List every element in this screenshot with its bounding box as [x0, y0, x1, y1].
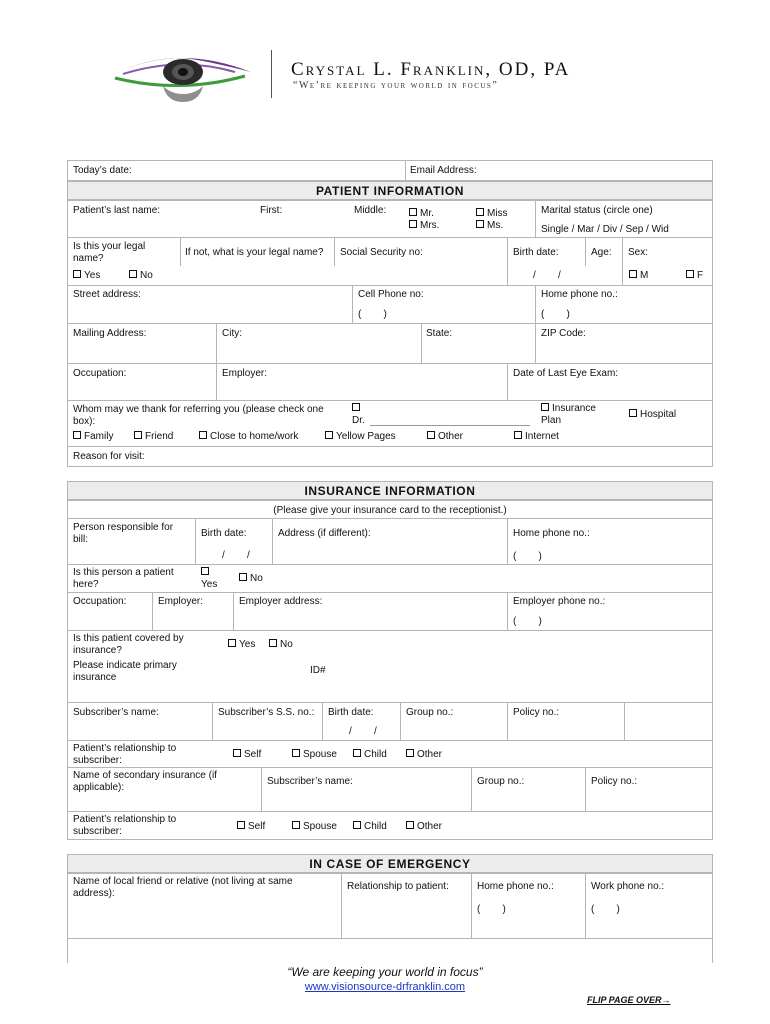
ms-checkbox[interactable]: Ms.	[476, 220, 503, 232]
divider	[272, 518, 273, 564]
secondary-relationship-other-checkbox[interactable]: Other	[406, 821, 442, 833]
secondary-relationship-self-checkbox[interactable]: Self	[237, 821, 265, 833]
referral-dr-label: Dr.	[352, 415, 365, 426]
is-patient-yes-label: Yes	[201, 579, 218, 590]
checkbox-icon	[199, 431, 207, 439]
emergency-title: IN CASE OF EMERGENCY	[67, 854, 713, 873]
footer-slogan: “We are keeping your world in focus”	[287, 965, 483, 979]
divider	[180, 237, 181, 266]
divider	[405, 160, 406, 181]
checkbox-icon	[129, 270, 137, 278]
relationship-spouse-checkbox[interactable]: Spouse	[292, 749, 337, 761]
city-field[interactable]: City:	[222, 328, 242, 339]
divider	[471, 873, 472, 938]
referral-insurance-plan-checkbox[interactable]: Insurance Plan	[541, 403, 596, 426]
divider	[624, 702, 625, 740]
mr-checkbox[interactable]: Mr.	[409, 208, 434, 220]
birth-date-slashes: / /	[533, 270, 561, 281]
divider	[67, 938, 713, 939]
miss-checkbox[interactable]: Miss	[476, 208, 508, 220]
website-link[interactable]: www.visionsource-drfranklin.com	[304, 981, 466, 993]
subscriber-birth-date-slashes: / /	[349, 726, 377, 737]
divider	[67, 767, 713, 768]
sex-m-checkbox[interactable]: M	[629, 270, 648, 282]
sex-f-checkbox[interactable]: F	[686, 270, 703, 282]
referral-question: Whom may we thank for referring you (please check one box):	[73, 404, 324, 427]
divider	[585, 767, 586, 811]
last-name-field[interactable]: Patient’s last name:	[73, 205, 161, 216]
divider	[216, 323, 217, 363]
flip-page-over-label: FLIP PAGE OVER→	[587, 995, 671, 1005]
divider	[507, 592, 508, 630]
divider	[535, 323, 536, 363]
divider	[233, 592, 234, 630]
occupation-field[interactable]: Occupation:	[73, 368, 127, 379]
home-phone-field[interactable]: Home phone no.:	[541, 289, 618, 300]
relationship-self-checkbox[interactable]: Self	[233, 749, 261, 761]
state-field[interactable]: State:	[426, 328, 453, 339]
secondary-relationship-spouse-checkbox[interactable]: Spouse	[292, 821, 337, 833]
checkbox-icon	[476, 208, 484, 216]
referral-hospital-checkbox[interactable]: Hospital	[629, 409, 676, 421]
secondary-policy-no-field[interactable]: Policy no.:	[591, 776, 638, 787]
divider	[334, 237, 335, 266]
emergency-work-phone-parens: ( )	[591, 904, 620, 915]
responsible-home-phone-field[interactable]: Home phone no.:	[513, 528, 590, 539]
divider	[421, 323, 422, 363]
checkbox-icon	[292, 749, 300, 757]
checkbox-icon	[233, 749, 241, 757]
checkbox-icon	[201, 567, 209, 575]
checkbox-icon	[353, 821, 361, 829]
divider	[67, 237, 713, 238]
checkbox-icon	[629, 270, 637, 278]
checkbox-icon	[476, 220, 484, 228]
divider	[507, 702, 508, 740]
checkbox-icon	[352, 403, 360, 411]
marital-status-options[interactable]: Single / Mar / Div / Sep / Wid	[541, 224, 669, 235]
birth-date-field[interactable]: Birth date:	[513, 247, 559, 258]
divider	[535, 200, 536, 237]
checkbox-icon	[325, 431, 333, 439]
checkbox-icon	[134, 431, 142, 439]
legal-name-no-checkbox[interactable]: No	[129, 270, 153, 282]
top-row	[67, 160, 713, 181]
is-patient-yes-checkbox[interactable]	[201, 567, 231, 579]
divider	[67, 564, 713, 565]
divider	[67, 702, 713, 703]
checkbox-icon	[427, 431, 435, 439]
divider	[67, 323, 713, 324]
referral-other-checkbox[interactable]: Other	[427, 431, 463, 443]
responsible-birth-date-slashes: / /	[222, 550, 250, 561]
relationship-child-checkbox[interactable]: Child	[353, 749, 387, 761]
secondary-subscriber-name-field[interactable]: Subscriber’s name:	[267, 776, 353, 787]
divider	[67, 740, 713, 741]
checkbox-icon	[686, 270, 694, 278]
divider	[585, 237, 586, 266]
ssn-field[interactable]: Social Security no:	[340, 247, 423, 258]
secondary-relationship-question: Patient’s relationship to subscriber:	[73, 814, 177, 837]
emergency-contact-field[interactable]: Name of local friend or relative (not living at same address):	[73, 876, 293, 899]
legal-name-yes-checkbox[interactable]: Yes	[73, 270, 100, 282]
divider	[322, 702, 323, 740]
covered-no-checkbox[interactable]: No	[269, 639, 293, 651]
divider	[67, 363, 713, 364]
reason-for-visit-field[interactable]: Reason for visit:	[73, 451, 145, 462]
employer-field[interactable]: Employer:	[222, 368, 268, 379]
responsible-employer-field[interactable]: Employer:	[158, 596, 204, 607]
emergency-work-phone-field[interactable]: Work phone no.:	[591, 881, 665, 892]
divider	[585, 873, 586, 938]
divider	[67, 400, 713, 401]
cell-phone-field[interactable]: Cell Phone no:	[358, 289, 424, 300]
first-name-field[interactable]: First:	[260, 205, 283, 216]
divider	[507, 237, 508, 285]
checkbox-icon	[292, 821, 300, 829]
divider	[67, 446, 713, 447]
checkbox-icon	[73, 270, 81, 278]
sex-label: Sex:	[628, 247, 649, 258]
covered-question: Is this patient covered by insurance?	[73, 633, 184, 656]
emergency-home-phone-parens: ( )	[477, 904, 506, 915]
person-responsible-field[interactable]: Person responsible for bill:	[73, 522, 174, 545]
referral-internet-checkbox[interactable]: Internet	[514, 431, 559, 443]
email-address-field[interactable]: Email Address:	[410, 165, 477, 176]
covered-yes-checkbox[interactable]: Yes	[228, 639, 255, 651]
referral-family-checkbox[interactable]: Family	[73, 431, 113, 443]
divider	[67, 811, 713, 812]
group-no-field[interactable]: Group no.:	[406, 707, 454, 718]
checkbox-icon	[406, 749, 414, 757]
cell-phone-parens: ( )	[358, 309, 387, 320]
primary-insurance-field[interactable]: Please indicate primary insurance	[73, 660, 177, 683]
checkbox-icon	[514, 431, 522, 439]
checkbox-icon	[406, 821, 414, 829]
referral-friend-checkbox[interactable]: Friend	[134, 431, 173, 443]
divider	[152, 592, 153, 630]
is-patient-no-checkbox[interactable]: No	[239, 573, 263, 585]
divider	[622, 237, 623, 285]
checkbox-icon	[237, 821, 245, 829]
divider	[352, 285, 353, 323]
home-phone-parens: ( )	[541, 309, 570, 320]
relationship-question: Patient’s relationship to subscriber:	[73, 743, 177, 766]
divider	[67, 518, 713, 519]
secondary-insurance-field[interactable]: Name of secondary insurance (if applicable):	[73, 770, 217, 793]
street-address-field[interactable]: Street address:	[73, 289, 141, 300]
checkbox-icon	[541, 403, 549, 411]
employer-phone-parens: ( )	[513, 616, 542, 627]
relationship-other-checkbox[interactable]: Other	[406, 749, 442, 761]
checkbox-icon	[239, 573, 247, 581]
responsible-occupation-field[interactable]: Occupation:	[73, 596, 127, 607]
insurance-id-field[interactable]: ID#	[310, 665, 326, 676]
referral-yellow-pages-checkbox[interactable]: Yellow Pages	[325, 431, 396, 443]
mrs-checkbox[interactable]: Mrs.	[409, 220, 439, 232]
subscriber-birth-date-field[interactable]: Birth date:	[328, 707, 374, 718]
header-slogan: “We’re keeping your world in focus”	[293, 80, 499, 91]
subscriber-name-field[interactable]: Subscriber’s name:	[73, 707, 159, 718]
last-eye-exam-field[interactable]: Date of Last Eye Exam:	[513, 368, 619, 379]
divider	[67, 630, 713, 631]
marital-status-label: Marital status (circle one)	[541, 205, 653, 216]
insurance-subtitle: (Please give your insurance card to the receptionist.)	[273, 505, 507, 516]
practice-logo	[105, 48, 255, 104]
checkbox-icon	[629, 409, 637, 417]
responsible-home-phone-parens: ( )	[513, 551, 542, 562]
divider	[195, 518, 196, 564]
divider	[471, 767, 472, 811]
divider	[212, 702, 213, 740]
header-divider	[271, 50, 272, 98]
zip-code-field[interactable]: ZIP Code:	[541, 328, 586, 339]
patient-information-title: PATIENT INFORMATION	[67, 181, 713, 200]
employer-address-field[interactable]: Employer address:	[239, 596, 323, 607]
policy-no-field[interactable]: Policy no.:	[513, 707, 560, 718]
divider	[67, 592, 713, 593]
divider	[507, 363, 508, 400]
subscriber-ss-field[interactable]: Subscriber’s S.S. no.:	[218, 707, 315, 718]
legal-name-question: Is this your legal name?	[73, 241, 146, 264]
referral-close-home-checkbox[interactable]: Close to home/work	[199, 431, 298, 443]
checkbox-icon	[409, 220, 417, 228]
mailing-address-field[interactable]: Mailing Address:	[73, 328, 147, 339]
checkbox-icon	[228, 639, 236, 647]
checkbox-icon	[269, 639, 277, 647]
divider	[261, 767, 262, 811]
practice-name: Crystal L. Franklin, OD, PA	[291, 59, 571, 80]
dr-name-line	[370, 425, 530, 426]
todays-date-field[interactable]: Today’s date:	[73, 165, 132, 176]
responsible-birth-date-field[interactable]: Birth date:	[201, 528, 247, 539]
employer-phone-field[interactable]: Employer phone no.:	[513, 596, 606, 607]
responsible-address-field[interactable]: Address (if different):	[278, 528, 371, 539]
checkbox-icon	[73, 431, 81, 439]
secondary-group-no-field[interactable]: Group no.:	[477, 776, 525, 787]
emergency-home-phone-field[interactable]: Home phone no.:	[477, 881, 554, 892]
middle-name-field[interactable]: Middle:	[354, 205, 387, 216]
age-field[interactable]: Age:	[591, 247, 612, 258]
legal-name-field[interactable]: If not, what is your legal name?	[185, 247, 324, 258]
divider	[341, 873, 342, 938]
checkbox-icon	[353, 749, 361, 757]
divider	[216, 363, 217, 400]
referral-dr-checkbox[interactable]	[352, 403, 363, 415]
checkbox-icon	[409, 208, 417, 216]
secondary-relationship-child-checkbox[interactable]: Child	[353, 821, 387, 833]
divider	[507, 518, 508, 564]
divider	[535, 285, 536, 323]
is-patient-question: Is this person a patient here?	[73, 567, 174, 590]
emergency-relationship-field[interactable]: Relationship to patient:	[347, 881, 449, 892]
divider	[67, 285, 713, 286]
divider	[400, 702, 401, 740]
insurance-information-title: INSURANCE INFORMATION	[67, 481, 713, 500]
